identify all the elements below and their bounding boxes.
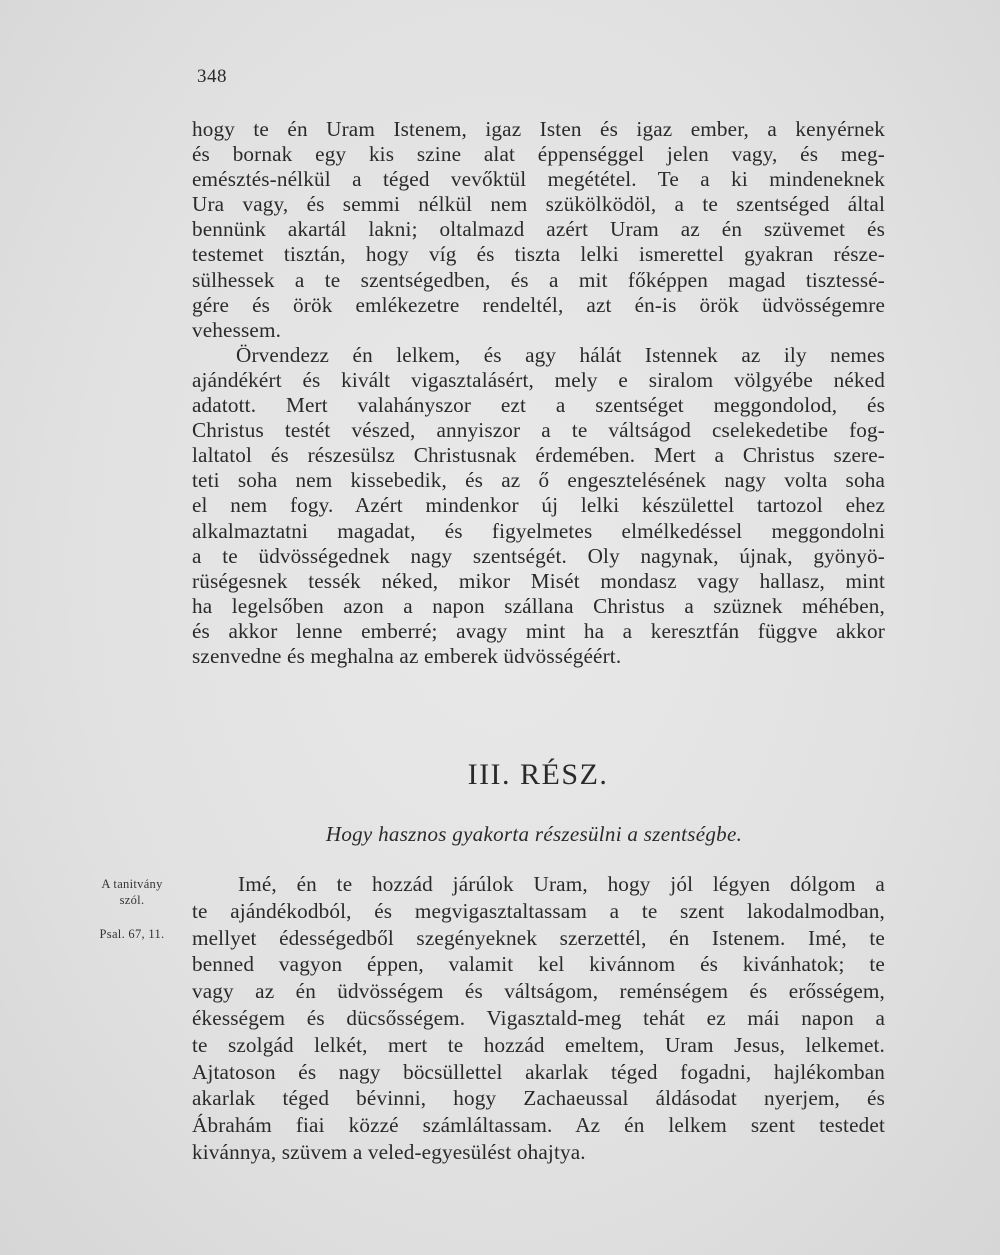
- section-heading: III. RÉSZ.: [467, 758, 609, 791]
- text-line: rüségesnek tessék néked, mikor Misét mondasz vagy hallasz, mint: [192, 568, 885, 593]
- text-line: adatott. Mert valahányszor ezt a szentséget meggondolod, és: [192, 393, 885, 418]
- text-line: Örvendezz én lelkem, és agy hálát Istennek az ily nemes: [236, 342, 885, 367]
- text-line: hogy te én Uram Istenem, igaz Isten és igaz ember, a kenyérnek: [192, 117, 885, 141]
- text-line: akarlak téged bévinni, hogy Zachaeussal áldásodat nyerjem, és: [192, 1086, 885, 1111]
- text-line: sülhessek a te szentségedben, és a mit főképpen magad tisztessé-: [192, 267, 885, 292]
- text-line: és akkor lenne emberré; avagy mint ha a keresztfán függve akkor: [192, 618, 885, 643]
- text-line: a te üdvösségednek nagy szentségét. Oly nagynak, újnak, gyönyö-: [192, 543, 885, 568]
- page-number: 348: [197, 66, 227, 87]
- text-line: Ajtatoson és nagy böcsüllettel akarlak téged fogadni, hajlékomban: [192, 1059, 885, 1084]
- text-line: Ura vagy, és semmi nélkül nem szükölködöl, a te szentséged által: [192, 192, 885, 217]
- text-line: Ábrahám fiai közzé számláltassam. Az én lelkem szent testedet: [192, 1113, 885, 1138]
- text-line: alkalmaztatni magadat, és figyelmetes elmélkedéssel meggondolni: [192, 518, 885, 543]
- text-line: kivánnya, szüvem a veled-egyesülést ohajtya.: [192, 1139, 586, 1164]
- margin-note-speaker: A tanitvány szól.: [101, 877, 163, 907]
- text-line: el nem fogy. Azért mindenkor új lelki készülettel tartozol ehez: [192, 493, 885, 518]
- text-line: emésztés-nélkül a téged vevőktül megététel. Te a ki mindeneknek: [192, 167, 885, 192]
- text-line: ékességem és dücsősségem. Vigasztald-meg tehát ez mái napon a: [192, 1005, 885, 1030]
- section-subtitle: Hogy hasznos gyakorta részesülni a szentségbe.: [325, 822, 743, 846]
- text-line: Imé, én te hozzád járúlok Uram, hogy jól légyen dólgom a: [238, 872, 885, 896]
- text-line: te ajándékodból, és megvigasztaltassam a te szent lakodalmodban,: [192, 898, 885, 923]
- text-line: te szolgád lelkét, mert te hozzád emeltem, Uram Jesus, lelkemet.: [192, 1032, 885, 1057]
- margin-note-reference: Psal. 67, 11.: [99, 927, 165, 941]
- text-line: mellyet édességedből szegényeknek szerzettél, én Istenem. Imé, te: [192, 925, 885, 950]
- text-line: vagy az én üdvösségem és váltságom, reménségem és erősségem,: [192, 979, 885, 1004]
- text-line: gére és örök emlékezetre rendeltél, azt én-is örök üdvösségemre: [192, 292, 885, 317]
- text-line: bennünk akartál lakni; oltalmazd azért Uram az én szüvemet és: [192, 217, 885, 242]
- text-line: benned vagyon éppen, valamit kel kivánnom és kivánhatok; te: [192, 952, 885, 977]
- text-line: teti soha nem kissebedik, és az ő engesztelésének nagy volta soha: [192, 468, 885, 493]
- text-line: vehessem.: [192, 317, 282, 342]
- body-text-lower: [192, 871, 885, 1166]
- text-line: szenvedne és meghalna az emberek üdvösségéért.: [192, 643, 622, 668]
- text-line: Christus testét vészed, annyiszor a te váltságod cselekedetibe fog-: [192, 418, 885, 443]
- text-line: testemet tisztán, hogy víg és tiszta lelki ismerettel gyakran része-: [192, 242, 885, 267]
- text-line: és bornak egy kis szine alat éppenséggel jelen vagy, és meg-: [192, 142, 885, 167]
- body-text-upper: [192, 117, 885, 669]
- text-line: ajándékért és kivált vigasztalásért, mely e siralom völgyébe néked: [192, 367, 885, 392]
- text-line: laltatol és részesülsz Christusnak érdemében. Mert a Christus szere-: [192, 443, 885, 468]
- text-line: ha legelsőben azon a napon szállana Christus a szüznek méhében,: [192, 593, 885, 618]
